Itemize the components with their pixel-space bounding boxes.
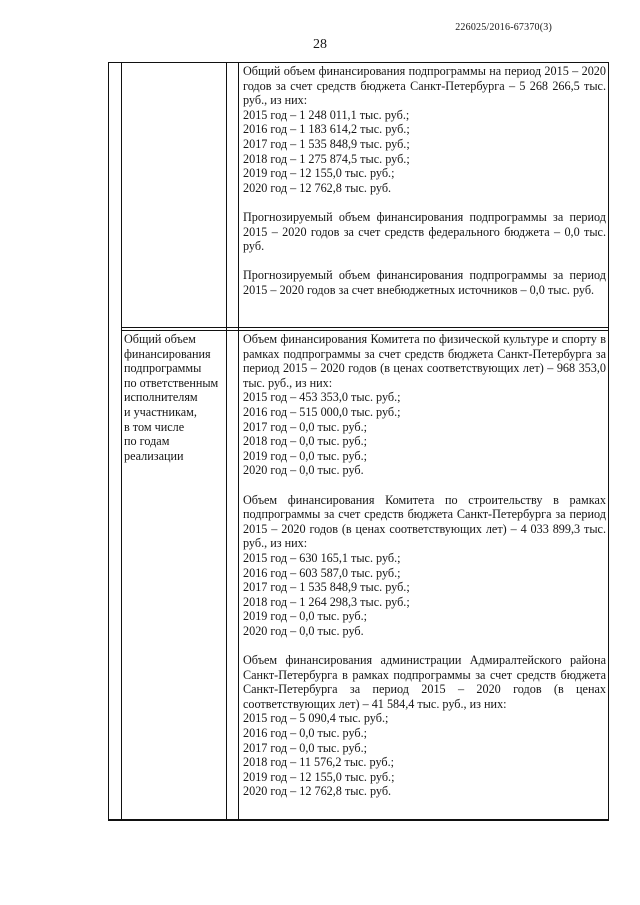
year-line: 2020 год – 0,0 тыс. руб. xyxy=(243,623,364,638)
bottom-row-cell xyxy=(243,332,606,799)
row-label-line: по годам xyxy=(124,434,170,449)
year-line: 2016 год – 603 587,0 тыс. руб.; xyxy=(243,565,401,580)
table-column-divider xyxy=(226,63,227,820)
table-row-divider xyxy=(121,330,608,331)
year-line: 2020 год – 12 762,8 тыс. руб. xyxy=(243,784,392,799)
construction-committee-block xyxy=(243,493,606,639)
subprogram-total-block xyxy=(243,64,606,195)
row-label-cell xyxy=(124,332,224,463)
year-line: 2020 год – 12 762,8 тыс. руб. xyxy=(243,180,392,195)
year-line: 2019 год – 0,0 тыс. руб.; xyxy=(243,609,368,624)
year-line: 2018 год – 1 275 874,5 тыс. руб.; xyxy=(243,151,410,166)
year-line: 2016 год – 0,0 тыс. руб.; xyxy=(243,726,368,741)
sport-committee-block xyxy=(243,332,606,478)
year-line: 2017 год – 0,0 тыс. руб.; xyxy=(243,740,368,755)
year-line: 2015 год – 630 165,1 тыс. руб.; xyxy=(243,550,401,565)
admiralty-district-intro: Объем финансирования администрации Адмиралтейского района Санкт-Петербурга в рамках подпрограммы за счет средств бюджета Санкт-Петербурга за период 2015 – 2020 годов (в ценах соответствующих лет) – 41 584,4 тыс. руб., из них: xyxy=(243,653,606,711)
row-label-line: реализации xyxy=(124,448,184,463)
year-line: 2018 год – 0,0 тыс. руб.; xyxy=(243,434,368,449)
row-label-line: по ответственным xyxy=(124,375,219,390)
row-label-line: исполнителям xyxy=(124,390,198,405)
row-label-line: Общий объем xyxy=(124,332,196,346)
year-line: 2017 год – 0,0 тыс. руб.; xyxy=(243,419,368,434)
year-line: 2015 год – 453 353,0 тыс. руб.; xyxy=(243,390,401,405)
financing-table xyxy=(108,62,609,821)
row-label-line: подпрограммы xyxy=(124,361,202,376)
admiralty-district-block xyxy=(243,653,606,799)
table-column-divider xyxy=(121,63,122,820)
row-label-line: финансирования xyxy=(124,346,211,361)
row-label-line: в том числе xyxy=(124,419,185,434)
year-line: 2016 год – 515 000,0 тыс. руб.; xyxy=(243,404,401,419)
page-number: 28 xyxy=(313,37,327,52)
construction-committee-intro: Объем финансирования Комитета по строительству в рамках подпрограммы за счет средств бюджета Санкт-Петербурга за период 2015 – 2020 годов (в ценах соответствующих лет) – 4 033 899,3 тыс. руб., из них: xyxy=(243,492,606,551)
year-line: 2019 год – 12 155,0 тыс. руб.; xyxy=(243,769,395,784)
year-line: 2020 год – 0,0 тыс. руб. xyxy=(243,463,364,478)
federal-budget-paragraph: Прогнозируемый объем финансирования подпрограммы за период 2015 – 2020 годов за счет средств федерального бюджета – 0,0 тыс. руб. xyxy=(243,209,606,254)
year-line: 2015 год – 5 090,4 тыс. руб.; xyxy=(243,711,389,726)
table-column-divider xyxy=(238,63,239,820)
year-line: 2018 год – 1 264 298,3 тыс. руб.; xyxy=(243,594,410,609)
year-line: 2019 год – 12 155,0 тыс. руб.; xyxy=(243,166,395,181)
year-line: 2016 год – 1 183 614,2 тыс. руб.; xyxy=(243,122,410,137)
year-line: 2017 год – 1 535 848,9 тыс. руб.; xyxy=(243,136,410,151)
year-line: 2018 год – 11 576,2 тыс. руб.; xyxy=(243,755,395,770)
document-registration-number: 226025/2016-67370(3) xyxy=(455,22,552,33)
year-line: 2015 год – 1 248 011,1 тыс. руб.; xyxy=(243,107,410,122)
year-line: 2019 год – 0,0 тыс. руб.; xyxy=(243,448,368,463)
row-label-line: и участникам, xyxy=(124,404,197,419)
subprogram-total-intro: Общий объем финансирования подпрограммы на период 2015 – 2020 годов за счет средств бюджета Санкт-Петербурга – 5 268 266,5 тыс. руб., из них: xyxy=(243,64,606,108)
year-line: 2017 год – 1 535 848,9 тыс. руб.; xyxy=(243,580,410,595)
extrabudget-paragraph: Прогнозируемый объем финансирования подпрограммы за период 2015 – 2020 годов за счет внебюджетных источников – 0,0 тыс. руб. xyxy=(243,268,606,297)
top-row-cell xyxy=(243,64,606,298)
table-row-divider xyxy=(121,327,608,328)
sport-committee-intro: Объем финансирования Комитета по физической культуре и спорту в рамках подпрограммы за счет средств бюджета Санкт-Петербурга за период 2015 – 2020 годов (в ценах соответствующих лет) – 968 353,0 тыс. руб., из них: xyxy=(243,332,606,390)
